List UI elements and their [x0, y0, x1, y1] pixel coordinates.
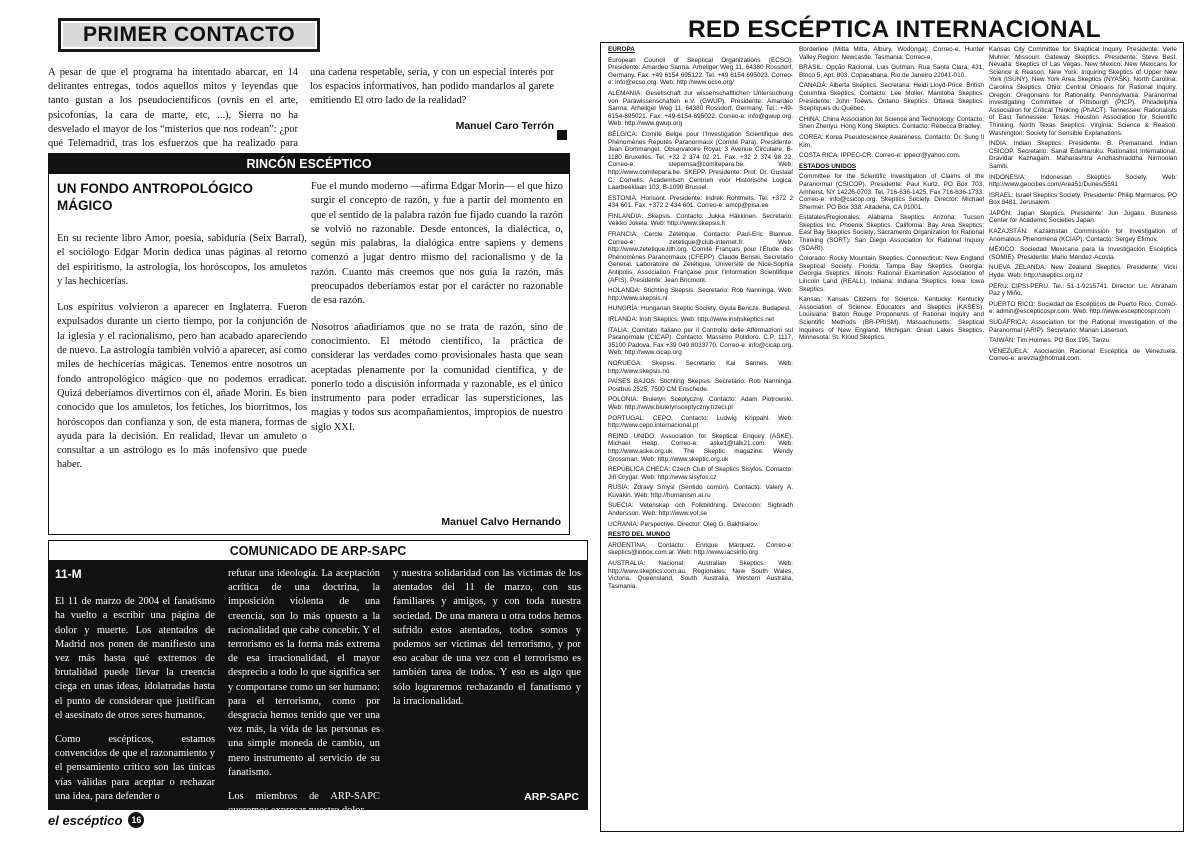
directory-entry: NUEVA ZELANDA: New Zealand Skeptics. Presidente: Vicki Hyde. Web: http://skeptics.org.nz — [989, 264, 1177, 280]
directory-entry: ITALIA: Comitato Italiano per il Controllo delle Affermazioni sul Paranormale (CICAP). Contacto: Massimo Polidoro. C.P. 1117, 35100 Padova. Fax +39 049 8033770. Correo-e: info@cicap.org. Web: http://www.cicap.org — [608, 326, 793, 357]
arp-paragraph: Como escépticos, estamos convencidos de que el razonamiento y el pensamiento crítico son las únicas vías válidas para aceptar o rechazar una idea, para defender o — [55, 734, 215, 802]
end-mark — [557, 130, 567, 140]
arp-heading: 11-M — [55, 567, 82, 581]
rincon-esceptico-box — [48, 153, 570, 535]
arp-sapc-box — [48, 540, 588, 817]
directory-entry: COSTA RICA: IPPEC-CR. Correo-e: ippecr@yahoo.com. — [799, 152, 961, 160]
rincon-column-2 — [311, 180, 563, 447]
intro-column-left: A pesar de que el programa ha intentado abarcar, en 14 delirantes entregas, todos aquellos mitos y leyendas que tanto gustan a los pseudocientíficos (ovnis en el arte, psicofonías, la cara de marte, etc, ...), Sierra no ha desvelado el mayor de los “misterios que nos rodean”: ¿por qué Telemadrid, tras los esfuerzos que ha realizado para — [48, 67, 298, 150]
directory-column-1 — [608, 46, 793, 826]
directory-entry: ALEMANIA: Gesellschaft zur wissenschaftlichen Untersuchung von Parawissenschaften e.V. (GWUP). Presidente: Amardeo Sarma. Arheilger Weg 11, 64380 Rossdorf, Germany. Tel.: +49-6154-695021. Fax: +49-6154-695022. Correo-e: info@gwup.org. Web: http://www.gwup.org — [608, 89, 793, 128]
directory-entry: European Council of Skeptical Organizations (ECSO). Presidente: Amardeo Sarma. Arheilger Weg 11, 64380 Rossdorf, Germany. Fax: +49 6154 695122. Tel. +49 6154 695023. Correo-e: info@ecso.org. Web: http://www.ecso.org/ — [608, 56, 793, 87]
directory-region-heading: EUROPA — [608, 46, 635, 53]
directory-entry: BRASIL: Opção Racional. Luis Gutman. Rua Santa Clara, 431, Bloco 5, Apt. 803, Copacabana, Rio de Janeiro 22041-010. — [799, 64, 984, 79]
directory-entry: ESTONIA: Horisont. Presidente: Indrek Rohtmets. Tel. +372 2 434 601. Fax. +372 2 434 601. Correo-e: amcp@pisa.ee — [608, 194, 793, 210]
directory-entry: CHINA: China Association for Science and Technology. Contacto: Shen Zhenyu. Hong Kong Skeptics. Contacto: Rebecca Bradley. — [799, 115, 984, 131]
directory-entry: REINO UNIDO: Association for Skeptical Enquiry (ASKE). Michael Heap. Correo-e: aske1@talk21.com. Web: http://www.aske.org.uk. The Skeptic magazine. Wendy Grossman. Web: http://www.skeptic.org.uk — [608, 432, 793, 463]
section-banner-label: PRIMER CONTACTO — [61, 21, 317, 49]
arp-paragraph: refutar una ideología. La aceptación acrítica de una doctrina, la imposición violenta de una creencia, son lo más opuesto a la racionalidad que cabe concebir. Y el terrorismo es la forma más extrema de esa irracionalidad, el mayor desprecio a todo lo que significa ser y comportarse como un ser humano: para el terrorismo, como por desgracia hemos tenido que ver una vez más, la vida de las personas es una simple moneda de cambio, un mero instrumento al servicio de su fanatismo. — [228, 568, 380, 778]
rincon-paragraph: Los espíritus volvieron a aparecer en Inglaterra. Fueron expulsados durante un cierto tiempo, por la conjunción de la iglesia y el racionalismo, pero han acabado apareciendo de nuevo. La astrología también volvió a aparecer, así como miles de hechicerías mágicas. Tenemos entre nosotros un fondo antropológico mágico que no podemos erradicar. Quizá deberíamos divertirnos con él, añade Morin. Es bien conocido que los amuletos, los fetiches, los biorritmos, los horóscopos dan confianza y son, de esta manera, formas de ayuda para la decisión. En realidad, llevar un amuleto o consultar a un astrólogo es lo más inofensivo que puede haber. — [57, 302, 307, 471]
directory-entry: INDIA: Indian Skeptics. Presidente: B. Premanand. Indian CSICOP. Secretario: Sanal Edamaruku. Rationalist International. Dravidar Kazhagam. Maharashtra Andhashraddha Nirmoolan Samiti. — [989, 140, 1177, 170]
directory-entry: NORUEGA: Skepsis. Secretario: Kai Sannes. Web: http://www.skepsis.no — [608, 359, 793, 375]
directory-entry: RUSIA: Zdravy Smysl (Sentido común). Contacto: Valery A. Kuvakin. Web: http://humanism.al.ru — [608, 484, 793, 499]
directory-entry: PUERTO RICO: Sociedad de Escépticos de Puerto Rico. Correo-e: admin@escepticospr.com. Web: http://www.escepticospr.com — [989, 300, 1177, 316]
rincon-paragraph: Fue el mundo moderno —afirma Edgar Morin— el que hizo surgir el concepto de razón, y fue a partir del momento en que el sentido de la palabra razón fue fijado cuando la razón se volvió no razonable. Desde entonces, la dialéctica, o, según mis palabras, la dialógica entre sapiens y demens comenzó a jugar dentro mismo del racionalismo y de la razón. Cuanto más creemos que nos guía la razón, más preocupados deberíamos estar por el carácter no razonable de esa razón. — [311, 181, 563, 307]
rincon-section-bar: RINCÓN ESCÉPTICO — [49, 154, 569, 174]
arp-paragraph: El 11 de marzo de 2004 el fanatismo ha vuelto a escribir una página de dolor y muerte. Los atentados de Madrid nos ponen de manifiesto una vez más hasta qué extremos de brutalidad puede llevar la creencia ciega en unas ideas, idolatradas hasta el punto de considerar que justifican el asesinato de otros seres humanos. — [55, 596, 215, 721]
directory-column-3 — [989, 46, 1177, 826]
directory-entry: PORTUGAL: CEPO. Contacto: Ludwig Krippahl. Web: http://www.cepo.internacional.pt — [608, 414, 793, 430]
intro-column-right — [310, 66, 554, 133]
directory-entry: FINLANDIA: Skepsis. Contacto: Jukka Häkkinen. Secretario: Veikko Jokela. Web: http://www.skepsis.fi — [608, 212, 793, 228]
arp-section-bar: COMUNICADO DE ARP-SAPC — [49, 541, 587, 561]
directory-entry: AUSTRALIA: Nacional: Australian Skeptics. Web: http://www.skeptics.com.au. Regionales: New South Wales, Victoria, Queensland, South Australia, Western Australia, Tasmania. — [608, 560, 793, 590]
directory-entry: SUDÁFRICA: Association for the Rational Investigation of the Paranormal (ARIP). Secretario: Marian Laserson. — [989, 319, 1177, 334]
directory-entry: JAPÓN: Japan Skeptics. Presidente: Jun Jugaku. Business Center for Academic Societies Japan. — [989, 209, 1177, 225]
directory-entry: Kansas City Committee for Skeptical Inquiry. Presidente: Verle Muhrer. Missouri: Gateway Skeptics. Presidente: Steve Best. Nevada: Skeptics of Las Vegas. New Mexico: New Mexicans for Science & Reason. New York: Inquiring Skeptics of Upper New York (ISUNY). New York Area Skeptics (NYASK). North Carolina: Carolina Skeptics. Ohio: Central Ohioans for Rational Inquiry. Oregon: Oregonians for Rationality. Pennsylvania: Paranormal Investigating Committee of Pittsburgh (PICP). Philadelphia Association for Critical Thinking (PhACT). Tennessee: Rationalists of East Tennessee. Texas: Houston Association for Scientific Thinking. North Texas Skeptics. Virginia: Science & Reason. Washington: Society for Sensible Explanations. — [989, 46, 1177, 137]
right-page — [596, 0, 1191, 842]
arp-column-2 — [221, 561, 387, 817]
arp-signature: ARP-SAPC — [524, 791, 579, 803]
page-title: RED ESCÉPTICA INTERNACIONAL — [688, 16, 1101, 43]
directory-entry: IRLANDA: Irish Skeptics. Web: http://www.irishskeptics.net — [608, 316, 775, 323]
footer-brand: el escéptico — [48, 812, 123, 828]
directory-entry: Borderline (Mitta Mitta, Albury, Wodonga): Correo-e. Hunter Valley Region: Newcastle. Tasmania: Correo-e. — [799, 46, 984, 61]
directory-entry: TAIWÁN: Tim Holmes. PO Box 195, Tanzu. — [989, 337, 1111, 345]
directory-entry: FRANCIA: Cercle Zététique. Contacto: Paul-Eric Blanrue. Correo-e: zetetique@club-internet.fr. Web: http://www.zetetique.ldh.org. Comité Français pour l'Étude des Phénomènes Paranormaux (CFEPP). Claude Benski, Secretario General. Laboratoire de Zététique, Université de Nice-Sophia Antipolis. Association Française pour l'Information Scientifique (AFIS). Presidente: Jean Bricmont. — [608, 231, 793, 284]
page-footer — [48, 812, 144, 828]
directory-entry: BÉLGICA: Comité Belge pour l'Investigation Scientifique des Phénomènes Réputés Paranormaux (Comité Para). Presidente: Jean Dommanget. Observatoire Royal, 3 Avenue Circulaire, B-1180 Bruxelles. Tel. +32 2 374 02 21. Fax. +32 2 374 98 22. Correo-e: stepemsa@comitepara.be. Web: http://www.comitepara.be. SKEPP. Presidente: Prof. Dr. Gustaaf C. Cornelis. Academisch Centrum voor Historische Logica. Laarbeeklaan 103, B-1090 Brussel. — [608, 130, 793, 192]
directory-column-2 — [799, 46, 984, 826]
arp-column-3 — [387, 561, 587, 809]
rincon-paragraph: Nosotros añadiríamos que no se trata de razón, sino de conocimiento. El método científico, la práctica de considerar las verdades como provisionales hasta que sean aceptadas plenamente por la comunidad científica, y de ponerlo todo a discusión informada y razonable, es el único instrumento para poder erradicar las supersticiones, las magias y todos sus acompañamientos, impropios de nuestro siglo XXI. — [311, 321, 563, 433]
directory-entry: VENEZUELA: Asociación Racional Escéptica de Venezuela. Correo-e: arevzla@hotmail.com. — [989, 347, 1177, 363]
directory-entry: POLONIA: Biuletyn Sceptyczny. Contacto: Adam Piotrowski. Web: http://www.biuletynsceptyczny.trzeci.pl — [608, 396, 793, 411]
section-banner-primer-contacto — [58, 18, 320, 52]
directory-entry: PAÍSES BAJOS: Stichting Skepsis. Secretario: Rob Nanninga. Postbus 2525, 7500 CM Enschede. — [608, 378, 793, 393]
arp-paragraph: Los miembros de ARP-SAPC queremos expresar nuestro dolor — [228, 791, 380, 817]
directory-entry: UCRANIA: Perspective. Director: Oleg G. Bakhtiarov. — [608, 520, 759, 528]
directory-entry: SUECIA: Vetenskap och Folkbildning. Dirección: Sigbradh Andersson. Web: http://www.vof.se — [608, 502, 793, 518]
directory-entry: HOLANDA: Stichting Skepsis. Secretario: Rob Nanninga. Web: http://www.skepsis.nl — [608, 287, 793, 302]
directory-entry: INDONESIA: Indonesian Skeptics Society. Web: http://www.geocities.com/Area51/Dunes/5591 — [989, 173, 1177, 189]
directory-entry: Kansas: Kansas Citizens for Science. Kentucky: Kentucky Association of Science Educators and Skeptics (KASES). Louisiana: Baton Rouge Proponents of Rational Inquiry and Scientific Methods (BR-PRISM). Massachusetts: Skeptical Inquirers of New England. Michigan: Great Lakes Skeptics. Minnesota: St. Kloud Skeptics. — [799, 296, 984, 342]
intro-signature: Manuel Caro Terrón — [455, 119, 554, 132]
directory-entry: ISRAEL: Israel Skeptics Society. Presidente: Philip Marmaros. PO Box 8481, Jerusalem. — [989, 191, 1177, 207]
directory-entry: COREA: Korea Pseudoscience Awareness. Contacto: Dr. Sung Il Kim. — [799, 133, 984, 149]
directory-entry: KAZAJSTÁN: Kazakhstan Commission for Investigation of Anomalous Phenomena (KCIAP). Contacto: Sergey Efimov. — [989, 228, 1177, 243]
directory-entry: Committee for the Scientific Investigation of Claims of the Paranormal (CSICOP). Presidente: Paul Kurtz. PO Box 703, Amherst, NY 14226-0703. Tel. 716-636-1425. Fax 716-636-1733. Correo-e: info@csicop.org. Skeptics Society. Director: Michael Shermer. PO Box 338, Altadena, CA 91001. — [799, 173, 984, 211]
intro-right-text: una cadena respetable, seria, y con un especial interés por los espacios informativos, han podido mandarlos al garete emitiendo El otro lado de la realidad? — [310, 67, 554, 107]
directory-entry: REPÚBLICA CHECA: Czech Club of Skeptics Sisyfos. Contacto: Jiří Grygar. Web: http://www.sisyfos.cz — [608, 466, 793, 481]
rincon-signature: Manuel Calvo Hernando — [441, 516, 561, 528]
directory-region-heading: RESTO DEL MUNDO — [608, 531, 671, 539]
directory-entry: CANADÁ: Alberta Skeptics. Secretaria: Heidi Lloyd-Price. British Columbia Skeptics. Contacto: Lee Moller. Manitoba Skeptics. Presidente: John Toews. Ontario Skeptics. Ottawa Skeptics. Sceptiques du Québec. — [799, 82, 984, 113]
rincon-paragraph: En su reciente libro Amor, poesía, sabiduría (Seix Barral), el sociólogo Edgar Morin dedica unas páginas al retorno del espiritismo, la astrología, los horóscopos, los amuletos y las hechicerías. — [57, 233, 307, 287]
rincon-column-1 — [57, 232, 307, 485]
rincon-article-title: UN FONDO ANTROPOLÓGICO MÁGICO — [57, 181, 253, 213]
directory-entry: HUNGRÍA: Hungarian Skeptic Society. Gyula Bencze. Budapest. — [608, 305, 792, 313]
directory-entry: MÉXICO: Sociedad Mexicana para la Investigación Escéptica (SOMIE). Presidente: Mario Méndez-Acosta. — [989, 246, 1177, 261]
directory-entry: PERÚ: CIPSI-PERU. Tel.: 51-1-9215741. Director: Lic. Abraham Paz y Miño. — [989, 282, 1177, 298]
directory-entry: Colorado: Rocky Mountain Skeptics. Connecticut: New England Skeptical Society. Florida: Tampa Bay Skeptics. Georgia: Georgia Skeptics. Illinois: Rational Examination Association of Lincoln Land (REALL). Indiana: Indiana Skeptics. Iowa: Iowa Skeptics. — [799, 255, 984, 293]
arp-paragraph: y nuestra solidaridad con las víctimas de los atentados del 11 de marzo, con sus familiares y amigos, y con toda nuestra sociedad. De una manera u otra todos hemos sufrido estos atentados, todos somos y podemos ser víctimas del terrorismo, y por eso acabar de una vez con el terrorismo es también tarea de todos. Y eso es algo que sólo lograremos rechazando el fanatismo y la irracionalidad. — [393, 568, 581, 707]
directory-entry: Estatales/Regionales: Alabama Skeptics. Arizona: Tucson Skeptics Inc. Phoenix Skeptics. California: Bay Area Skeptics; East Bay Skeptics Society; Sacramento Organization for Rational Thinking (SORT); San Diego Association for Rational Inquiry (SDARI). — [799, 214, 984, 252]
directory-entry: ARGENTINA: Contacto: Enrique Márquez. Correo-e: skeptics@inbox.com.ar. Web: http://www.iacsinfo.org — [608, 541, 793, 557]
directory-region-heading: ESTADOS UNIDOS — [799, 162, 857, 170]
arp-column-1 — [49, 561, 221, 809]
page-number: 16 — [128, 812, 144, 828]
